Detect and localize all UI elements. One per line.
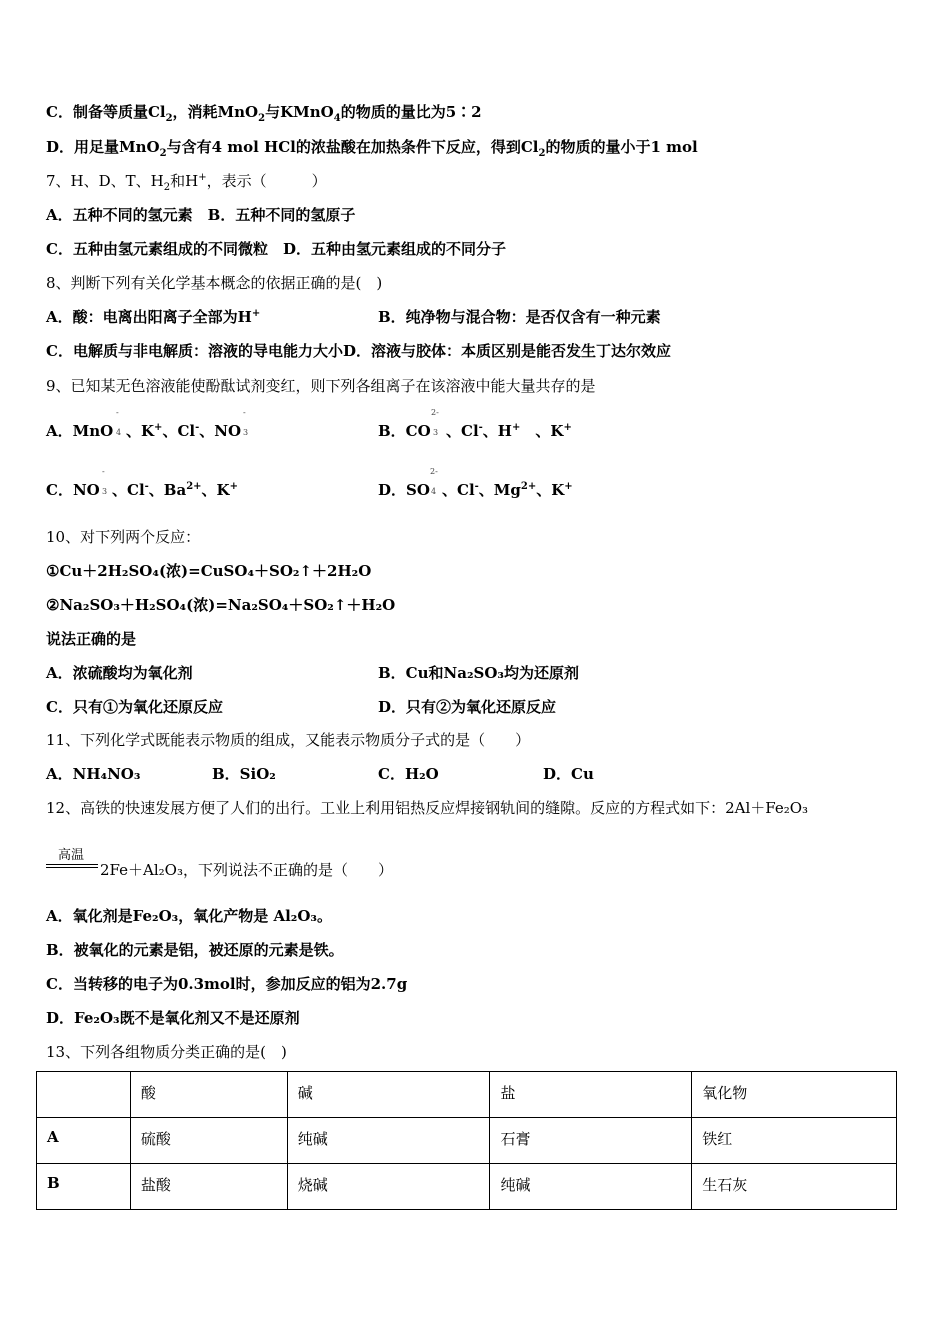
table-cell: 盐酸 [130,1164,287,1210]
q12-stem: 12、高铁的快速发展方便了人们的出行。工业上利用铝热反应焊接钢轨间的缝隙。反应的方程式如下：2Al＋Fe₂O₃ [46,799,809,817]
q9-options-cd: C．NO 3 - 、Cl-、$Ba^{2+}$、K+ D．SO 4 2- 、Cl-、$Mg^{2+}$、K+ [46,467,573,499]
table-cell: 纯碱 [287,1118,490,1164]
q11-stem: 11、下列化学式既能表示物质的组成，又能表示物质分子式的是（ ） [46,731,531,749]
table-cell: 硫酸 [130,1118,287,1164]
table-cell: 石膏 [490,1118,692,1164]
table-row [37,1164,897,1210]
q10-reaction-2: ②Na₂SO₃＋H₂SO₄(浓)=Na₂SO₄＋SO₂↑＋H₂O [46,596,396,614]
table-row [37,1118,897,1164]
table-cell: A [37,1118,131,1164]
q12-option-b: B．被氧化的元素是铝，被还原的元素是铁。 [46,941,344,959]
q10-options-ab [46,663,906,683]
q10-options-cd [46,697,906,717]
q9-stem: 9、已知某无色溶液能使酚酞试剂变红，则下列各组离子在该溶液中能大量共存的是 [46,377,596,395]
q8-options-ab [46,307,906,327]
q10-reaction-1: ①Cu＋2H₂SO₄(浓)=CuSO₄＋SO₂↑＋2H₂O [46,562,372,580]
q11-option-d: D．Cu [543,765,594,783]
q8-options-cd [46,341,671,361]
table-header-cell [37,1072,131,1118]
q10-option-b: B．Cu和Na₂SO₃均为还原剂 [378,664,579,682]
reaction-condition-arrow [46,842,98,872]
table-cell: 烧碱 [287,1164,490,1210]
table-cell: B [37,1164,131,1210]
q9-options-ab: A．MnO 4 - 、K+、Cl-、NO 3 - B．CO 3 2- 、Cl-、H+ 、K+ [46,408,572,440]
q7-stem: 7、H、D、T、$H_2$和H+，表示（ ） [46,172,327,193]
q8-option-c: C．电解质与非电解质：溶液的导电能力大小 [46,342,343,360]
q10-prompt: 说法正确的是 [46,630,137,648]
q7-option-a: A．五种不同的氢元素 [46,206,193,224]
q7-option-c: C．五种由氢元素组成的不同微粒 [46,240,268,258]
q8-option-b: B．纯净物与混合物：是否仅含有一种元素 [378,308,661,326]
q6-option-c: C．制备等质量$Cl_2$，消耗MnO$_2$与KMnO$_4$的物质的量比为5∶2 [46,103,482,124]
q7-options-cd [46,239,506,259]
q10-option-a: A．浓硫酸均为氧化剂 [46,664,193,682]
q10-stem: 10、对下列两个反应： [46,528,201,546]
q7-option-b: B．五种不同的氢原子 [207,206,356,224]
table-header-cell: 酸 [130,1072,287,1118]
q10-option-d: D．只有②为氧化还原反应 [378,698,557,716]
q7-option-d: D．五种由氢元素组成的不同分子 [282,240,506,258]
q8-stem: 8、判断下列有关化学基本概念的依据正确的是( ) [46,274,383,292]
q12-option-d: D．Fe₂O₃既不是氧化剂又不是还原剂 [46,1009,300,1027]
table-header-cell: 氧化物 [692,1072,897,1118]
q13-stem: 13、下列各组物质分类正确的是( ) [46,1043,287,1061]
table-cell: 纯碱 [490,1164,692,1210]
q11-option-a: A．NH₄NO₃ [46,765,141,783]
q8-option-a: A．酸：电离出阳离子全部为H+ [46,308,261,326]
q13-classification-table [36,1071,897,1210]
table-header-row [37,1072,897,1118]
q11-options [46,764,906,784]
q6-option-d: D．用足量MnO$_2$与含有4 mol HCl的浓盐酸在加热条件下反应，得到$Cl_2$的物质的量小于1 mol [46,138,698,159]
q12-option-c: C．当转移的电子为0.3mol时，参加反应的铝为2.7g [46,975,408,993]
reaction-condition-label: 高温 [58,848,85,863]
q11-option-c: C．H₂O [378,765,439,783]
q7-options-ab [46,205,355,225]
q12-stem-continued: 2Fe＋Al₂O₃，下列说法不正确的是（ ） [100,861,393,879]
q10-option-c: C．只有①为氧化还原反应 [46,698,223,716]
q11-option-b: B．SiO₂ [212,765,276,783]
table-cell: 生石灰 [692,1164,897,1210]
q12-option-a: A．氧化剂是Fe₂O₃，氧化产物是 Al₂O₃。 [46,907,332,925]
table-cell: 铁红 [692,1118,897,1164]
table-header-cell: 盐 [490,1072,692,1118]
q8-option-d: D．溶液与胶体：本质区别是能否发生丁达尔效应 [342,342,671,360]
table-header-cell: 碱 [287,1072,490,1118]
